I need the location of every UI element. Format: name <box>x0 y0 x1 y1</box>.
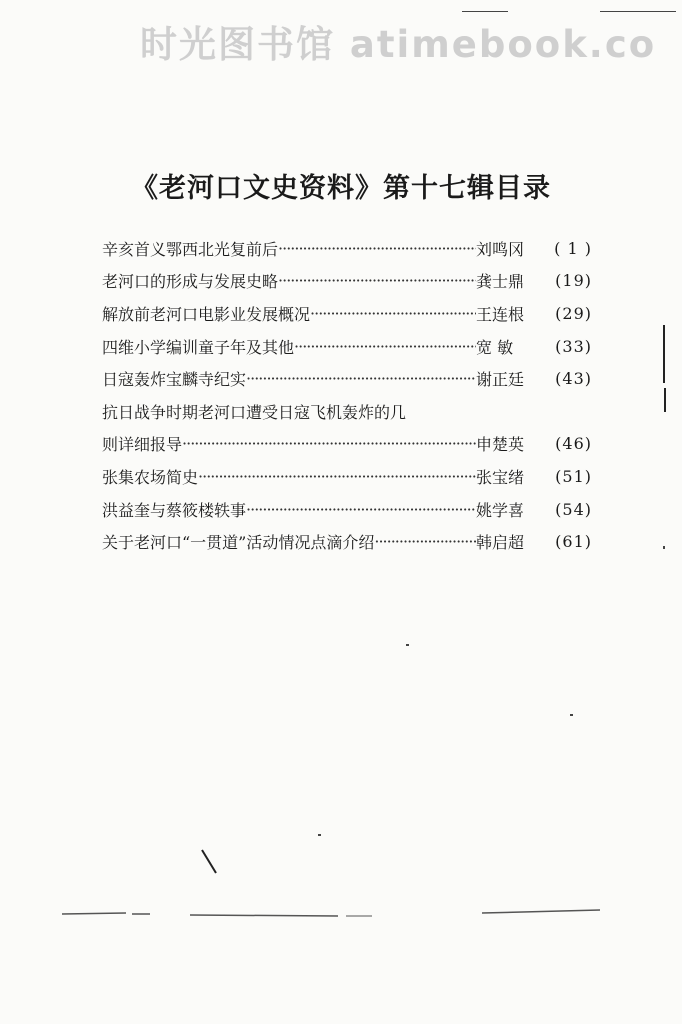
entry-page: (33) <box>555 336 592 356</box>
entry-author: 谢正廷 <box>476 370 525 390</box>
page-title: 《老河口文史资料》第十七辑目录 <box>131 173 551 204</box>
entry-title: 辛亥首义鄂西北光复前后 <box>102 239 279 259</box>
entry-title: 四维小学编训童子年及其他 <box>102 337 295 357</box>
entry-author: 韩启超 <box>476 533 525 553</box>
entry-author: 王连根 <box>476 304 525 324</box>
entry-title: 抗日战争时期老河口遭受日寇飞机轰炸的几 <box>102 402 407 422</box>
entry-author: 张宝绪 <box>476 467 525 487</box>
entry-title: 老河口的形成与发展史略 <box>102 272 279 292</box>
entry-title: 解放前老河口电影业发展概况 <box>102 304 311 324</box>
entry-author: 姚学喜 <box>476 500 525 520</box>
entry-page: (29) <box>555 303 592 323</box>
entry-page: (61) <box>555 532 592 552</box>
entry-title: 张集农场简史 <box>102 467 199 487</box>
entry-page: ( 1 ) <box>554 238 592 258</box>
entry-title: 则详细报导 <box>102 435 183 455</box>
entry-author: 刘鸣冈 <box>476 239 525 259</box>
entry-page: (54) <box>555 499 592 519</box>
entry-author: 龚士鼎 <box>476 272 525 292</box>
entry-author: 申楚英 <box>476 435 525 455</box>
entry-page: (51) <box>555 466 592 486</box>
entry-page: (46) <box>555 434 592 454</box>
entry-author: 宽 敏 <box>476 337 514 357</box>
entry-page: (43) <box>555 369 592 389</box>
entry-page: (19) <box>555 271 592 291</box>
entry-title: 日寇轰炸宝麟寺纪实 <box>102 370 247 390</box>
entry-title: 洪益奎与蔡筱楼轶事 <box>102 500 247 520</box>
entry-title: 关于老河口“一贯道”活动情况点滴介绍 <box>102 533 375 553</box>
watermark: 时光图书馆 atimebook.co <box>140 23 657 66</box>
